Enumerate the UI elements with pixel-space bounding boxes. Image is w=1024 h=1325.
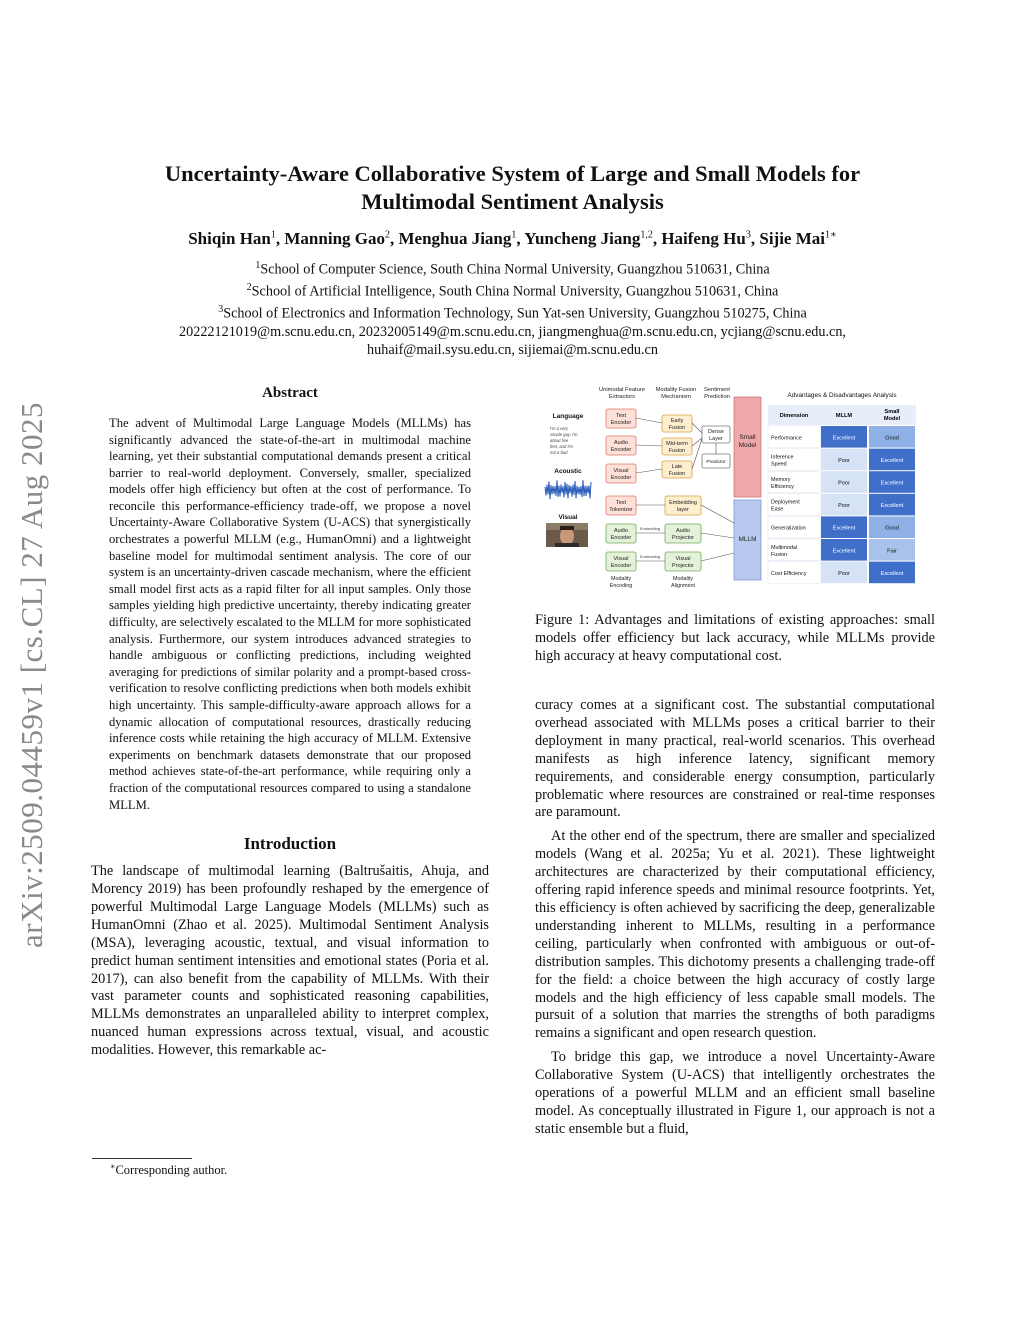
input-acoustic-label: Acoustic — [554, 468, 582, 475]
mllm-rating: Excellent — [832, 548, 856, 555]
col-head-fusion: Modality Fusion — [655, 387, 697, 393]
mllm-rating: Excellent — [832, 435, 856, 442]
dimension-label: Speed — [771, 461, 787, 468]
dimension-label: Cost Efficiency — [771, 570, 807, 577]
svg-text:Encoding: Encoding — [609, 583, 633, 589]
footer-modality-alignment: Modality — [672, 576, 694, 582]
abstract-heading: Abstract — [262, 385, 318, 401]
svg-text:feet, and I'm: feet, and I'm — [550, 444, 573, 449]
body-paragraph: curacy comes at a significant cost. The substantial computational overhead associated with MLLMs poses a critical barrier to their deployment in many practical, real-world scenarios. This overhead manifests as high inference latency, significant memory requirements, and considerable energy consumption, particularly problematic where resources are constrained or real-time responses are paramount. — [535, 697, 935, 821]
embedding-layer-block — [665, 496, 701, 515]
author: Menghua Jiang$^1$, — [398, 229, 525, 248]
dimension-label: Fusion — [771, 551, 788, 558]
svg-text:Prediction: Prediction — [704, 394, 730, 400]
small-rating: Good — [885, 525, 899, 532]
input-visual-label: Visual — [558, 514, 578, 521]
col-head-unimodal: Unimodal Feature — [598, 387, 646, 393]
arxiv-sidebar — [8, 370, 56, 980]
author: Haifeng Hu$^3$, — [661, 229, 760, 248]
svg-text:Embedding: Embedding — [669, 500, 697, 506]
visual-projector-block — [665, 552, 701, 571]
svg-text:Fusion: Fusion — [668, 425, 686, 431]
author: Sijie Mai$^{1∗}$ — [759, 229, 837, 248]
svg-text:Visual: Visual — [675, 556, 691, 562]
small-rating: Excellent — [880, 480, 904, 487]
affiliation: $^3$School of Electronics and Information Technology, Sun Yat-sen University, Guangzhou 510275, China — [218, 303, 807, 322]
mllm-rating: Poor — [838, 480, 850, 487]
svg-text:Audio: Audio — [613, 440, 629, 446]
abstract-text: The advent of Multimodal Large Language Models (MLLMs) has significantly advanced the state-of-the-art in multimodal machine learning, yet their substantial computational demands present a critical barrier to real-world deployment. Conversely, smaller, specialized models offer high efficiency but often at the cost of performance. To reconcile this performance-efficiency trade-off, we propose a novel Uncertainty-Aware Collaborative System (U-ACS) that synergistically orchestrates a powerful MLLM (e.g., HumanOmni) and a lightweight baseline model for multimodal sentiment analysis. The core of our system is an uncertainty-driven cascade mechanism, where the efficient small model first acts as a rapid filter for all input samples. Only those samples yielding high predictive uncertainty, thereby indicating greater difficulty, are selectively escalated to the MLLM for more sophisticated analysis. Furthermore, our system introduces advanced strategies to handle ambiguous or conflicting predictions, including weighted averaging for predictions of similar polarity and a prompt-based cross-verification to resolve conflicting predictions when both models exhibit high uncertainty. This sample-difficulty-aware approach allows for a dynamic allocation of computational resources, drastically reducing inference costs while retaining the high accuracy of MLLM. Extensive experiments on benchmark datasets demonstrate that our proposed method achieves state-of-the-art performance, while requiring only a fraction of the computational resources compared to using a standalone MLLM. — [109, 415, 471, 812]
svg-text:not a bad: not a bad — [550, 450, 568, 455]
table-row — [768, 562, 915, 584]
svg-text:Text: Text — [615, 500, 627, 506]
svg-text:Early: Early — [670, 418, 684, 424]
svg-text:Mechanism: Mechanism — [661, 394, 691, 400]
table-row — [768, 539, 915, 561]
left-column — [91, 385, 489, 1066]
svg-text:Encoder: Encoder — [610, 535, 632, 541]
svg-text:Fusion: Fusion — [668, 448, 686, 454]
dimension-label: Multimodal — [771, 544, 798, 551]
svg-text:Audio: Audio — [613, 528, 629, 534]
mllm-rating: Poor — [838, 570, 850, 577]
email-line: 20222121019@m.scnu.edu.cn, 20232005149@m.scnu.edu.cn, jiangmenghua@m.scnu.edu.cn, ycjiang@scnu.edu.cn, — [179, 323, 846, 340]
table-body — [768, 426, 915, 583]
footer-modality-encoding: Modality — [610, 576, 632, 582]
table-row — [768, 426, 915, 448]
svg-text:Visual: Visual — [613, 556, 629, 562]
late-fusion-block — [662, 461, 692, 478]
affiliations — [90, 257, 935, 359]
table-header-small: Small — [884, 409, 900, 415]
figure-1-diagram — [536, 383, 936, 598]
paper-title — [90, 160, 935, 216]
early-fusion-block — [662, 415, 692, 432]
svg-text:Visual: Visual — [613, 468, 629, 474]
body-paragraph: At the other end of the spectrum, there are smaller and specialized models (Wang et al. 2025a; Yu et al. 2021). These lightweight architectures are characterized by their computational efficiency, offering rapid inference speeds and minimal resource footprints. Yet, this efficiency is often achieved by sacrificing the deep, generalizable understanding inherent to MLLMs, resulting in a performance ceiling, particularly when confronted with ambiguous or out-of-distribution samples. This dichotomy presents a challenging trade-off for the field: a choice between the high accuracy of costly large models and the high efficiency of less capable small models. The pursuit of a solution that marries the strengths of both paradigms remains a significant and open research question. — [535, 828, 935, 1042]
col-head-sentiment: Sentiment — [703, 387, 731, 393]
mllm-rating: Poor — [838, 503, 850, 510]
table-header-mllm: MLLM — [835, 413, 853, 419]
title-line-2: Multimodal Sentiment Analysis — [361, 189, 664, 214]
dimension-label: Ease — [771, 506, 784, 513]
introduction-heading: Introduction — [243, 834, 337, 854]
table-row — [768, 516, 915, 538]
table-header-dimension: Dimension — [779, 413, 809, 419]
small-rating: Excellent — [880, 457, 904, 464]
large-visual-encoder-block — [606, 552, 636, 571]
table-row — [768, 494, 915, 516]
svg-text:Audio: Audio — [675, 528, 691, 534]
speaker-face-image — [546, 523, 588, 547]
svg-text:MLLM: MLLM — [738, 536, 757, 543]
svg-text:Predictor: Predictor — [706, 460, 726, 465]
embedding-tag: Embedding — [639, 526, 661, 531]
svg-text:Model: Model — [738, 442, 757, 449]
author-list — [90, 229, 935, 249]
svg-text:layer: layer — [677, 507, 689, 513]
dimension-label: Efficiency — [771, 484, 794, 490]
svg-text:Fusion: Fusion — [668, 471, 686, 477]
svg-text:about five: about five — [550, 438, 569, 443]
language-snippet: I'm a very — [550, 426, 569, 431]
figure-caption: Figure 1: Advantages and limitations of existing approaches: small models offer efficiency but lack accuracy, while MLLMs provide high accuracy at heavy computational cost. — [535, 612, 935, 664]
title-line-1: Uncertainty-Aware Collaborative System of Large and Small Models for — [164, 161, 861, 186]
table-title: Advantages & Disadvantages Analysis — [787, 392, 897, 399]
svg-text:Encoder: Encoder — [610, 475, 632, 481]
small-rating: Excellent — [880, 503, 904, 510]
svg-text:Projector: Projector — [671, 563, 695, 569]
text-encoder-block — [606, 409, 636, 428]
large-audio-encoder-block — [606, 524, 636, 543]
small-rating: Good — [885, 435, 899, 442]
svg-text:Small: Small — [739, 434, 756, 441]
mllm-rating: Poor — [838, 457, 850, 464]
dimension-label: Performance — [771, 435, 802, 442]
svg-text:Extractors: Extractors — [608, 394, 636, 400]
footnote: ∗Corresponding author. — [110, 1162, 228, 1178]
dense-layer-block — [702, 426, 730, 443]
dimension-label: Memory — [771, 477, 791, 483]
visual-encoder-block — [606, 464, 636, 483]
svg-text:simple guy, I'm: simple guy, I'm — [550, 432, 578, 437]
svg-text:Encoder: Encoder — [610, 420, 632, 426]
audio-encoder-block — [606, 436, 636, 455]
author: Yuncheng Jiang$^{1,2}$, — [524, 229, 662, 248]
svg-text:Mid-term: Mid-term — [666, 441, 688, 447]
svg-text:Text: Text — [615, 413, 627, 419]
introduction-paragraph: The landscape of multimodal learning (Baltrušaitis, Ahuja, and Morency 2019) has been profoundly reshaped by the emergence of powerful Multimodal Large Language Models (MLLMs) such as HumanOmni (Zhao et al. 2025). Multimodal Sentiment Analysis (MSA), leveraging acoustic, textual, and visual information to predict human sentiment intensities and emotional states (Poria et al. 2017), can also benefit from the capability of MLLMs. With their vast parameter counts and sophisticated reasoning capabilities, MLLMs demonstrates an unparalleled ability to interpret complex, nuanced human expressions across textual, visual, and acoustic modalities. However, this remarkable ac- — [91, 863, 489, 1059]
predictor-block — [702, 454, 730, 468]
body-paragraph: To bridge this gap, we introduce a novel Uncertainty-Aware Collaborative System (U-ACS) that intelligently orchestrates the operations of a powerful MLLM and an efficient small baseline model. As conceptually illustrated in Figure 1, our approach is not a static ensemble but a fluid, — [535, 1049, 935, 1137]
table-row — [768, 471, 915, 493]
small-model-block — [734, 397, 761, 497]
small-rating: Excellent — [880, 570, 904, 577]
svg-text:Layer: Layer — [709, 436, 723, 442]
author: Shiqin Han$^1$, — [188, 229, 285, 248]
svg-text:Tokenizer: Tokenizer — [609, 507, 633, 513]
right-column — [535, 697, 935, 1145]
table-row — [768, 449, 915, 471]
audio-waveform — [545, 480, 591, 499]
svg-text:Model: Model — [883, 416, 901, 422]
mid-fusion-block — [662, 438, 692, 455]
mllm-block — [734, 500, 761, 580]
svg-text:Encoder: Encoder — [610, 447, 632, 453]
svg-text:Projector: Projector — [671, 535, 695, 541]
small-rating: Fair — [887, 548, 897, 555]
audio-projector-block — [665, 524, 701, 543]
arxiv-id: arXiv:2509.04459v1 [cs.CL] 27 Aug 2025 — [14, 402, 49, 948]
mllm-rating: Excellent — [832, 525, 856, 532]
email-line: huhaif@mail.sysu.edu.cn, sijiemai@m.scnu.edu.cn — [367, 342, 658, 359]
svg-text:Encoder: Encoder — [610, 563, 632, 569]
dimension-label: Generalization — [771, 525, 806, 532]
affiliation: $^1$School of Computer Science, South China Normal University, Guangzhou 510631, China — [255, 260, 770, 278]
text-tokenizer-block — [606, 496, 636, 515]
dimension-label: Deployment — [771, 499, 800, 506]
svg-text:Alignment: Alignment — [671, 583, 695, 589]
table-header-row — [768, 405, 916, 425]
svg-text:Dense: Dense — [708, 429, 724, 435]
figure-1 — [536, 383, 936, 598]
embedding-tag: Embedding — [639, 554, 661, 559]
dimension-label: Inference — [771, 454, 794, 461]
affiliation: $^2$School of Artificial Intelligence, South China Normal University, Guangzhou 510631, China — [246, 281, 779, 300]
svg-text:Late: Late — [671, 464, 683, 470]
author: Manning Gao$^2$, — [284, 229, 399, 248]
input-language-label: Language — [552, 413, 584, 420]
footnote-rule — [92, 1158, 192, 1159]
